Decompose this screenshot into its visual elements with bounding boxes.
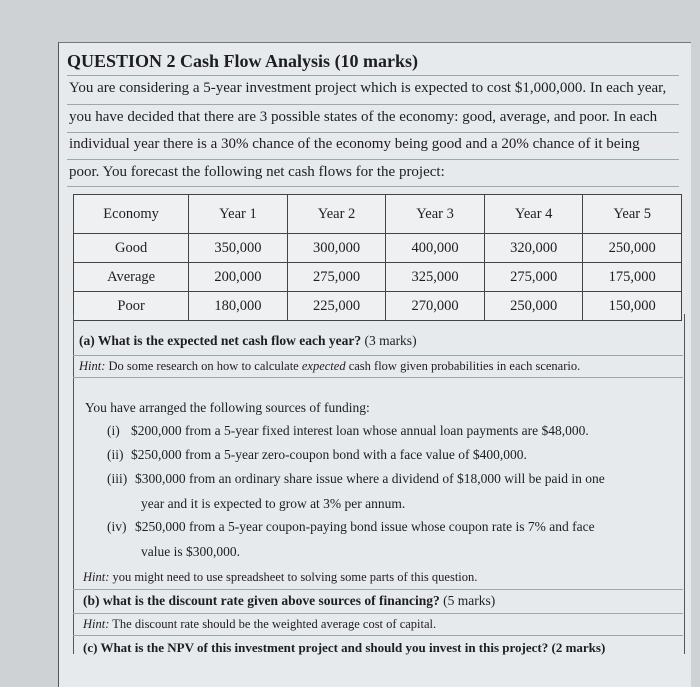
- hint-label: Hint:: [79, 359, 106, 373]
- cell: 150,000: [583, 292, 682, 321]
- cell: 225,000: [287, 292, 386, 321]
- header-cell: Year 5: [583, 195, 682, 234]
- funding-item-cont: year and it is expected to grow at 3% per annum.: [141, 496, 406, 511]
- item-text: $200,000 from a 5-year fixed interest loan whose annual loan payments are $48,000.: [131, 423, 589, 438]
- cell: 200,000: [189, 263, 288, 292]
- cell: 250,000: [583, 234, 682, 263]
- divider: [67, 132, 679, 133]
- table-row: [74, 263, 682, 292]
- hint-emphasis: expected: [301, 359, 346, 373]
- hint-text: The discount rate should be the weighted average cost of capital.: [109, 617, 437, 631]
- funding-item: [107, 447, 527, 463]
- question-a-label: (a) What is the expected net cash flow each year?: [79, 333, 362, 348]
- intro-line: individual year there is a 30% chance of the economy being good and a 20% chance of it being: [69, 136, 640, 152]
- divider: [67, 75, 679, 76]
- funding-item-cont: value is $300,000.: [141, 544, 240, 559]
- divider: [67, 159, 679, 160]
- hint-label: Hint:: [83, 617, 110, 631]
- item-number: (iv): [107, 519, 127, 534]
- cell: 350,000: [189, 234, 288, 263]
- cell: 300,000: [287, 234, 386, 263]
- divider: [73, 355, 683, 356]
- table-row: [74, 234, 682, 263]
- question-b-label: (b) what is the discount rate given above sources of financing?: [83, 593, 440, 608]
- cell: 325,000: [386, 263, 485, 292]
- cell: Poor: [74, 292, 189, 321]
- header-cell: Economy: [74, 195, 189, 234]
- question-a-marks: (3 marks): [361, 333, 417, 348]
- cell: 250,000: [484, 292, 583, 321]
- funding-intro: You have arranged the following sources of funding:: [85, 400, 370, 415]
- funding-item: [107, 471, 605, 487]
- hint-label: Hint:: [83, 570, 110, 584]
- cell: 275,000: [484, 263, 583, 292]
- item-number: (i): [107, 423, 120, 438]
- header-cell: Year 2: [287, 195, 386, 234]
- hint-text: you might need to use spreadsheet to solving some parts of this question.: [109, 570, 478, 584]
- header-cell: Year 1: [189, 195, 288, 234]
- hint-text: cash flow given probabilities in each scenario.: [345, 359, 581, 373]
- cell: 180,000: [189, 292, 288, 321]
- question-title: QUESTION 2 Cash Flow Analysis (10 marks): [67, 51, 419, 71]
- divider: [67, 186, 679, 187]
- cell: Good: [74, 234, 189, 263]
- cell: Average: [74, 263, 189, 292]
- question-b: [83, 593, 495, 609]
- question-a: [79, 333, 417, 349]
- item-text: $300,000 from an ordinary share issue where a dividend of $18,000 will be paid in one: [135, 471, 605, 486]
- intro-line: You are considering a 5-year investment project which is expected to cost $1,000,000. In each year,: [69, 80, 667, 96]
- divider: [67, 104, 679, 105]
- hint-a: [79, 359, 580, 374]
- funding-item: [107, 423, 589, 439]
- cell: 320,000: [484, 234, 583, 263]
- intro-line: you have decided that there are 3 possible states of the economy: good, average, and poor. In each: [69, 109, 658, 125]
- header-cell: Year 3: [386, 195, 485, 234]
- cell: 270,000: [386, 292, 485, 321]
- funding-item: [107, 519, 595, 535]
- question-c: (c) What is the NPV of this investment project and should you invest in this project? (2 marks): [83, 640, 606, 655]
- cell: 400,000: [386, 234, 485, 263]
- divider: [73, 635, 683, 636]
- hint-b: [83, 617, 436, 632]
- hint-general: [83, 570, 477, 585]
- item-text: $250,000 from a 5-year zero-coupon bond with a face value of $400,000.: [131, 447, 527, 462]
- question-b-marks: (5 marks): [439, 593, 496, 608]
- cash-flow-table: [73, 194, 682, 321]
- item-text: $250,000 from a 5-year coupon-paying bond issue whose coupon rate is 7% and face: [135, 519, 595, 534]
- intro-line: poor. You forecast the following net cash flows for the project:: [69, 164, 445, 180]
- item-number: (iii): [107, 471, 128, 486]
- divider: [73, 589, 683, 590]
- divider: [73, 613, 683, 614]
- item-number: (ii): [107, 447, 124, 462]
- hint-text: Do some research on how to calculate: [105, 359, 302, 373]
- question-page: [58, 42, 691, 687]
- header-cell: Year 4: [484, 195, 583, 234]
- divider: [73, 377, 683, 378]
- table-header-row: [74, 195, 682, 234]
- cell: 175,000: [583, 263, 682, 292]
- cell: 275,000: [287, 263, 386, 292]
